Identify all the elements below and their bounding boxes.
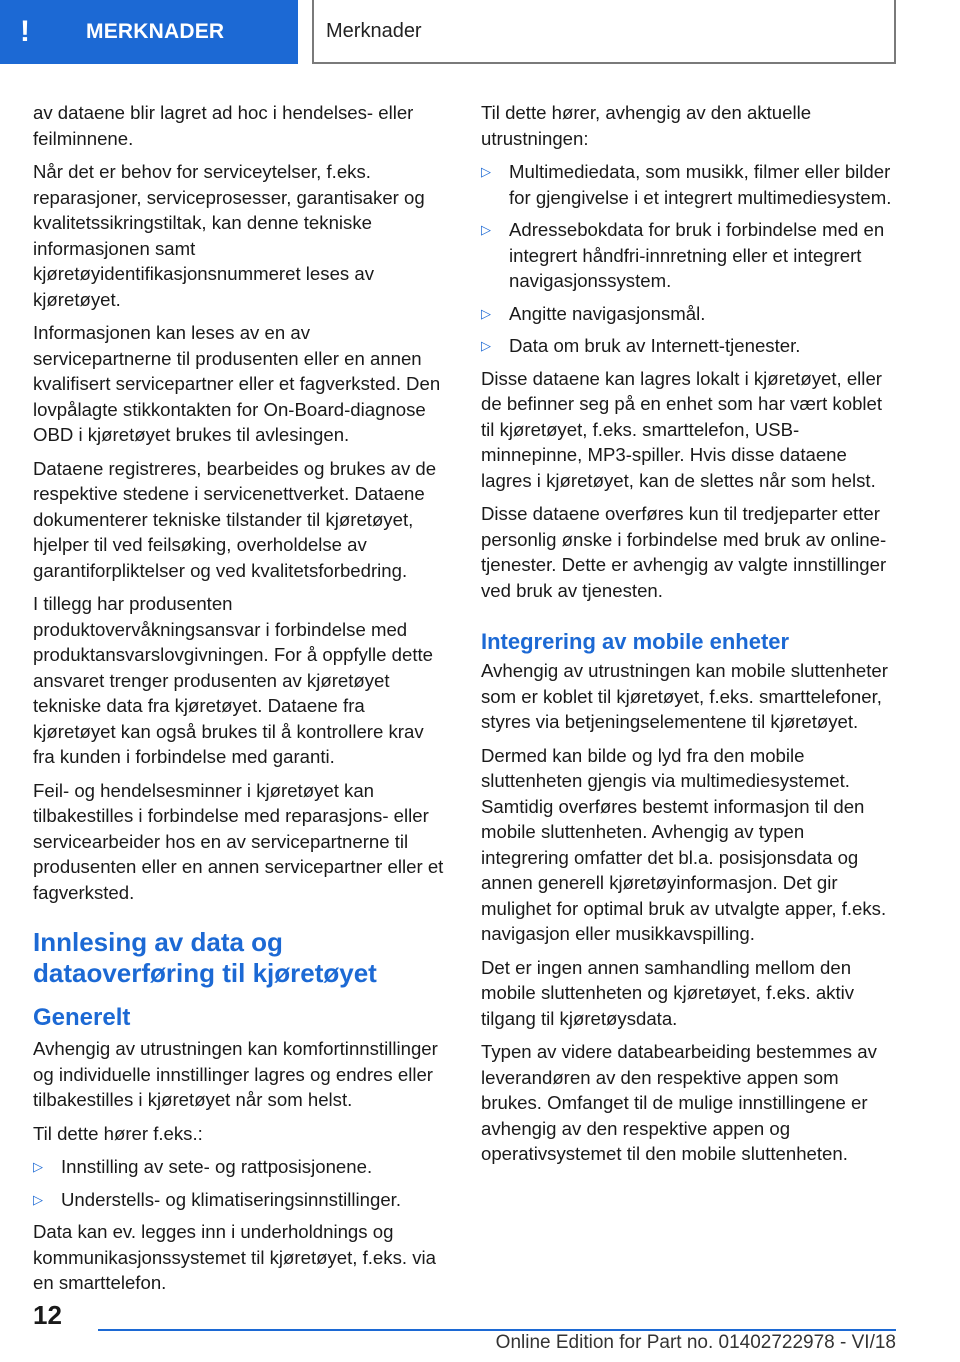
sub-heading: Integrering av mobile enheter [481,629,790,654]
paragraph: I tillegg har produsenten produktovervåkningsansvar i forbindelse med produktansvarslovgivningen. For å oppfylle dette ansvaret trenger produsenten av kjøretøyet tekniske data fra kjøretøyet. Dataene fra kjøretøyet kan også brukes til å kontrollere krav fra kunden i forbindelse med garanti. [33,593,434,767]
paragraph: Til dette hører f.eks.: [33,1122,203,1144]
left-column [33,100,445,1304]
paragraph: Når det er behov for serviceytelser, f.eks. reparasjoner, serviceprosesser, garantisaker og kvalitetssikringstiltak, kan denne tekniske informasjonen samt kjøretøyidentifikasjonsnummeret leses av kjøretøyet. [33,161,425,310]
list-item [481,301,897,327]
right-column [481,100,897,1175]
sub-heading: Generelt [33,1004,131,1031]
list-item-text: Innstilling av sete- og rattposisjonene. [61,1156,373,1177]
paragraph: Det er ingen annen samhandling mellom den mobile sluttenheten og kjøretøyet, f.eks. aktiv tilgang til kjøretøysdata. [481,956,855,1029]
page-number: 12 [33,1300,62,1330]
paragraph: Feil- og hendelsesminner i kjøretøyet kan tilbakestilles i forbindelse med reparasjons- eller servicearbeider hos en av servicepartnerne til produsenten eller en annen servicepartner eller et fagverksted. [33,779,444,903]
triangle-bullet-icon: ▷ [481,338,491,353]
paragraph: av dataene blir lagret ad hoc i hendelses- eller feilminnene. [33,102,414,149]
bullet-list [481,159,897,359]
list-item [33,1154,445,1180]
paragraph: Avhengig av utrustningen kan mobile sluttenheter som er koblet til kjøretøyet, f.eks. smarttelefoner, styres via betjeningselementene til kjøretøyet. [481,660,888,732]
paragraph: Til dette hører, avhengig av den aktuelle utrustningen: [481,102,812,149]
bullet-list [33,1154,445,1212]
section-heading: Innlesing av data og dataoverføring til kjøretøyet [33,927,377,988]
section-title-box [312,0,896,64]
list-item-text: Adressebokdata for bruk i forbindelse med en integrert håndfri-innretning eller et integrert navigasjonssystem. [509,219,885,291]
paragraph: Data kan ev. legges inn i underholdnings og kommunikasjonssystemet til kjøretøyet, f.eks. via en smarttelefon. [33,1221,436,1293]
triangle-bullet-icon: ▷ [33,1159,43,1174]
list-item [481,159,897,210]
list-item [33,1187,445,1213]
list-item-text: Angitte navigasjonsmål. [509,302,706,324]
section-title: Merknader [326,19,422,42]
paragraph: Avhengig av utrustningen kan komfortinnstillinger og individuelle innstillinger lagres og endres eller tilbakestilles i kjøretøyet når som helst. [33,1038,438,1110]
edition-footer: Online Edition for Part no. 01402722978 - VI/18 [495,1332,896,1353]
paragraph: Typen av videre databearbeiding bestemmes av leverandøren av den respektive appen som brukes. Omfanget til de mulige innstillingene er avhengig av den respektive appen og operativsystemet til den mobile sluttenheten. [481,1041,877,1164]
chapter-tab [0,0,298,64]
list-item [481,333,897,359]
chapter-tab-label: MERKNADER [86,20,225,43]
list-item-text: Multimediedata, som musikk, filmer eller bilder for gjengivelse i et integrert multimediesystem. [509,161,892,208]
list-item-text: Understells- og klimatiseringsinnstillinger. [61,1188,401,1210]
paragraph: Disse dataene kan lagres lokalt i kjøretøyet, eller de befinner seg på en enhet som har vært koblet til kjøretøyet, f.eks. smarttelefon, USB-minnepinne, MP3-spiller. Hvis disse dataene lagres i kjøretøyet, kan de slettes når som helst. [481,367,883,491]
triangle-bullet-icon: ▷ [33,1191,43,1207]
paragraph: Dataene registreres, bearbeides og brukes av de respektive stedene i servicenettverket. Dataene dokumenterer tekniske tilstander til kjøretøyet, hjelper til ved feilsøking, overholdelse av garantiforpliktelser og ved kvalitetsforbedring. [33,457,437,581]
paragraph: Informasjonen kan leses av en av servicepartnerne til produsenten eller en annen kvalifisert servicepartner eller et fagverksted. Den lovpålagte stikkontakten for On-Board-diagnose OBD i kjøretøyet brukes til avlesingen. [33,322,441,445]
list-item-text: Data om bruk av Internett-tjenester. [509,335,801,356]
triangle-bullet-icon: ▷ [481,164,491,179]
triangle-bullet-icon: ▷ [481,305,491,321]
footer-divider [98,1329,896,1331]
exclamation-icon: ! [20,15,30,48]
paragraph: Dermed kan bilde og lyd fra den mobile sluttenheten gjengis via multimediesystemet. Samtidig overføres bestemt informasjon til den mobile sluttenheten. Avhengig av typen integrering omfatter det bl.a. posisjonsdata og annen generell kjøretøyinformasjon. Det gir mulighet for optimal bruk av utvalgte apper, f.eks. navigasjon eller musikkavspilling. [481,744,887,944]
triangle-bullet-icon: ▷ [481,222,491,237]
paragraph: Disse dataene overføres kun til tredjeparter etter personlig ønske i forbindelse med bruk av online-tjenester. Dette er avhengig av valgte innstillinger ved bruk av tjenesten. [481,503,887,601]
list-item [481,217,897,294]
